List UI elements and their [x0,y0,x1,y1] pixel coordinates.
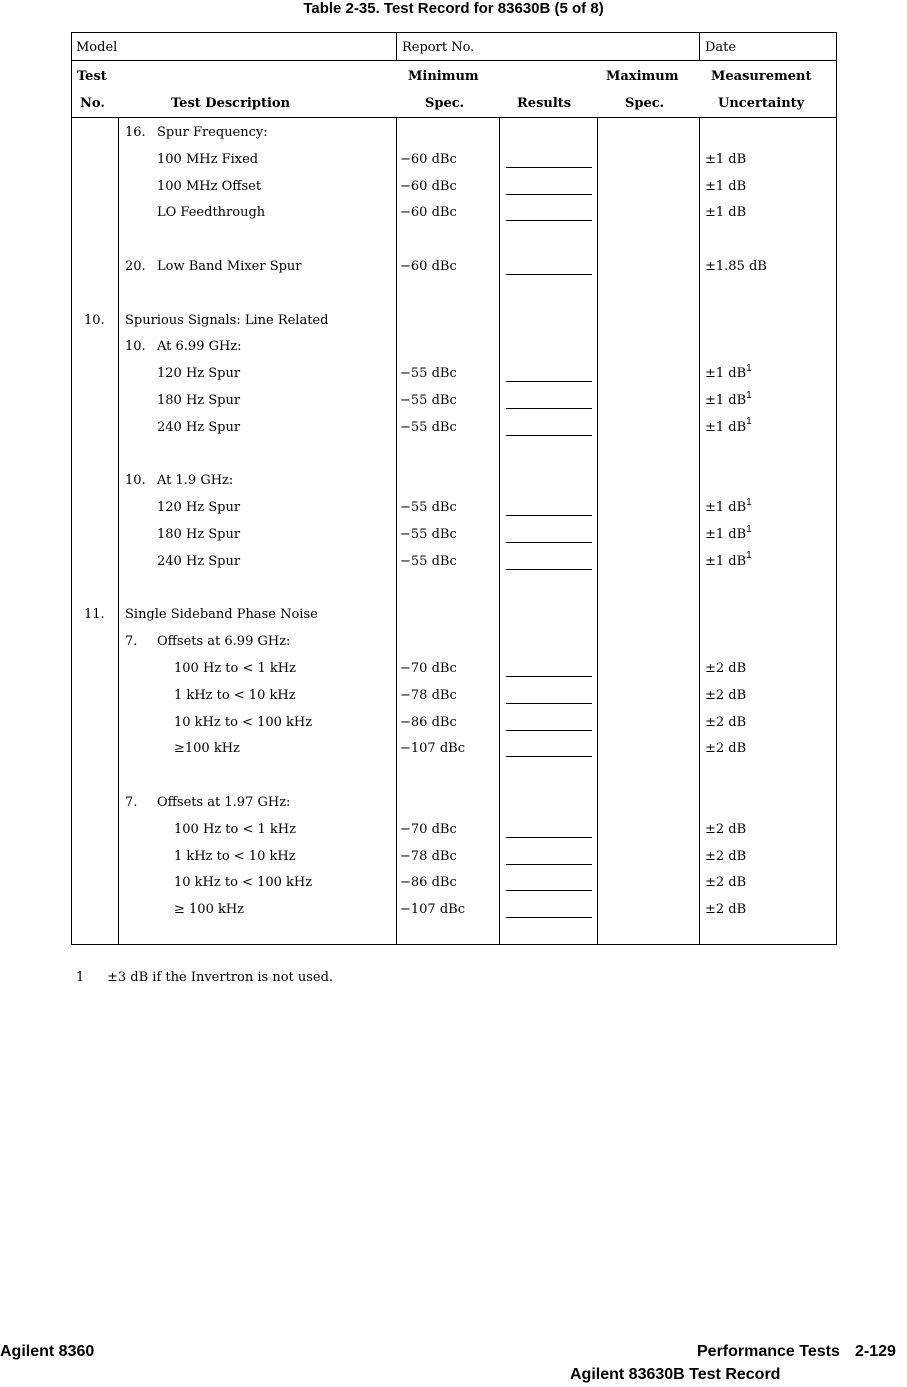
uncertainty-value: ±1 dB [705,151,747,167]
footer-subtitle: Agilent 83630B Test Record [570,1366,781,1383]
results-entry-field[interactable] [506,864,592,865]
test-description: 100 Hz to < 1 kHz [174,821,296,837]
measurement-uncertainty [705,152,746,168]
step-number: 16. [125,125,146,140]
footer-product: Agilent 8360 [0,1343,95,1360]
test-description: Spurious Signals: Line Related [125,312,329,328]
measurement-uncertainty [705,205,746,221]
results-entry-field[interactable] [506,890,592,891]
minimum-spec: −70 dBc [400,821,457,837]
footnote-mark: 1 [76,970,85,985]
measurement-uncertainty [705,688,746,704]
results-entry-field[interactable] [506,408,592,409]
test-description: 100 MHz Offset [157,178,262,194]
test-description: 180 Hz Spur [157,527,241,542]
measurement-uncertainty [705,416,752,436]
measurement-uncertainty [705,741,746,757]
date-label: Date [705,40,737,55]
footer-section: Performance Tests [697,1343,840,1360]
footnote-reference: 1 [746,523,752,535]
uncertainty-value: ±2 dB [705,714,747,730]
measurement-uncertainty [705,849,746,865]
minimum-spec: −55 dBc [400,366,457,382]
uncertainty-value: ±2 dB [705,902,747,918]
header-description: Test Description [171,96,291,111]
test-description: 240 Hz Spur [157,553,241,569]
test-description: 1 kHz to < 10 kHz [174,687,296,703]
test-description: At 6.99 GHz: [157,339,242,355]
uncertainty-value: ±1 dB [705,393,747,408]
step-number: 10. [125,339,146,355]
uncertainty-value: ±2 dB [705,848,747,864]
step-number: 7. [125,634,138,650]
uncertainty-value: ±1.85 dB [705,259,767,274]
header-max-spec: Spec. [625,96,665,111]
header-uncertainty: Uncertainty [718,96,805,111]
results-entry-field[interactable] [506,220,592,221]
test-description: 180 Hz Spur [157,393,241,408]
header-min-spec: Spec. [425,96,465,111]
results-entry-field[interactable] [506,167,592,168]
results-entry-field[interactable] [506,569,592,570]
measurement-uncertainty [705,179,746,195]
test-number: 11. [84,607,105,623]
step-number: 7. [125,795,138,810]
header-minimum: Minimum [408,69,479,84]
test-description: 10 kHz to < 100 kHz [174,714,313,730]
measurement-uncertainty [705,550,752,570]
minimum-spec: −70 dBc [400,661,457,676]
minimum-spec: −55 dBc [400,500,457,516]
test-description: 240 Hz Spur [157,419,241,435]
table-title: Table 2-35. Test Record for 83630B (5 of 8) [303,0,604,17]
minimum-spec: −55 dBc [400,393,457,408]
footnote-reference: 1 [746,389,752,401]
measurement-uncertainty [705,822,746,838]
divider [72,60,836,61]
divider [499,117,500,944]
results-entry-field[interactable] [506,542,592,543]
minimum-spec: −60 dBc [400,151,457,167]
test-description: Offsets at 1.97 GHz: [157,795,291,810]
measurement-uncertainty [705,362,752,382]
test-record-table [71,32,837,945]
results-entry-field[interactable] [506,381,592,382]
test-description: Spur Frequency: [157,125,268,140]
uncertainty-value: ±1 dB [705,527,747,542]
footnote-reference: 1 [746,416,752,428]
uncertainty-value: ±2 dB [705,687,747,703]
header-test: Test [77,69,107,84]
minimum-spec: −78 dBc [400,848,457,864]
footnote-text: ±3 dB if the Invertron is not used. [107,970,334,985]
report-label: Report No. [402,40,475,55]
divider [699,33,700,60]
measurement-uncertainty [705,496,752,516]
step-number: 10. [125,473,146,489]
divider [597,117,598,944]
uncertainty-value: ±1 dB [705,205,747,221]
model-label: Model [76,40,118,55]
uncertainty-value: ±1 dB [705,419,747,435]
footnote-reference: 1 [746,550,752,562]
test-description: 100 Hz to < 1 kHz [174,661,296,676]
test-description: At 1.9 GHz: [157,473,234,489]
uncertainty-value: ±2 dB [705,821,747,837]
footer-page-number: 2-129 [855,1343,896,1360]
measurement-uncertainty [705,715,746,731]
divider [699,117,700,944]
uncertainty-value: ±1 dB [705,366,747,382]
minimum-spec: −107 dBc [400,902,465,918]
uncertainty-value: ±1 dB [705,500,747,516]
results-entry-field[interactable] [506,730,592,731]
minimum-spec: −86 dBc [400,875,457,891]
test-description: 120 Hz Spur [157,500,241,516]
results-entry-field[interactable] [506,837,592,838]
results-entry-field[interactable] [506,194,592,195]
test-description: Single Sideband Phase Noise [125,607,318,623]
test-description: 1 kHz to < 10 kHz [174,848,296,864]
divider [396,33,397,60]
minimum-spec: −86 dBc [400,714,457,730]
measurement-uncertainty [705,875,746,891]
divider [118,117,119,944]
header-no: No. [80,96,105,111]
results-entry-field[interactable] [506,917,592,918]
minimum-spec: −78 dBc [400,687,457,703]
measurement-uncertainty [705,259,767,275]
divider [72,117,836,118]
minimum-spec: −60 dBc [400,259,457,274]
measurement-uncertainty [705,902,746,918]
header-maximum: Maximum [606,69,679,84]
minimum-spec: −107 dBc [400,741,465,757]
step-number: 20. [125,259,146,274]
minimum-spec: −60 dBc [400,205,457,221]
results-entry-field[interactable] [506,756,592,757]
results-entry-field[interactable] [506,703,592,704]
uncertainty-value: ±1 dB [705,178,747,194]
footnote-reference: 1 [746,496,752,508]
test-description: 120 Hz Spur [157,366,241,382]
divider [396,117,397,944]
results-entry-field[interactable] [506,676,592,677]
test-description: Low Band Mixer Spur [157,259,302,274]
test-description: 100 MHz Fixed [157,151,259,167]
test-description: LO Feedthrough [157,205,266,221]
test-description: ≥ 100 kHz [174,902,245,918]
uncertainty-value: ±2 dB [705,661,747,676]
test-description: ≥100 kHz [174,741,240,757]
header-results: Results [517,96,572,111]
measurement-uncertainty [705,389,752,409]
results-entry-field[interactable] [506,274,592,275]
measurement-uncertainty [705,661,746,677]
results-entry-field[interactable] [506,515,592,516]
test-description: 10 kHz to < 100 kHz [174,875,313,891]
minimum-spec: −55 dBc [400,553,457,569]
footnote-reference: 1 [746,362,752,374]
minimum-spec: −60 dBc [400,178,457,194]
minimum-spec: −55 dBc [400,527,457,542]
uncertainty-value: ±2 dB [705,741,747,757]
minimum-spec: −55 dBc [400,419,457,435]
test-number: 10. [84,312,105,328]
results-entry-field[interactable] [506,435,592,436]
uncertainty-value: ±1 dB [705,553,747,569]
header-measurement: Measurement [711,69,812,84]
uncertainty-value: ±2 dB [705,875,747,891]
test-description: Offsets at 6.99 GHz: [157,634,291,650]
measurement-uncertainty [705,523,752,543]
